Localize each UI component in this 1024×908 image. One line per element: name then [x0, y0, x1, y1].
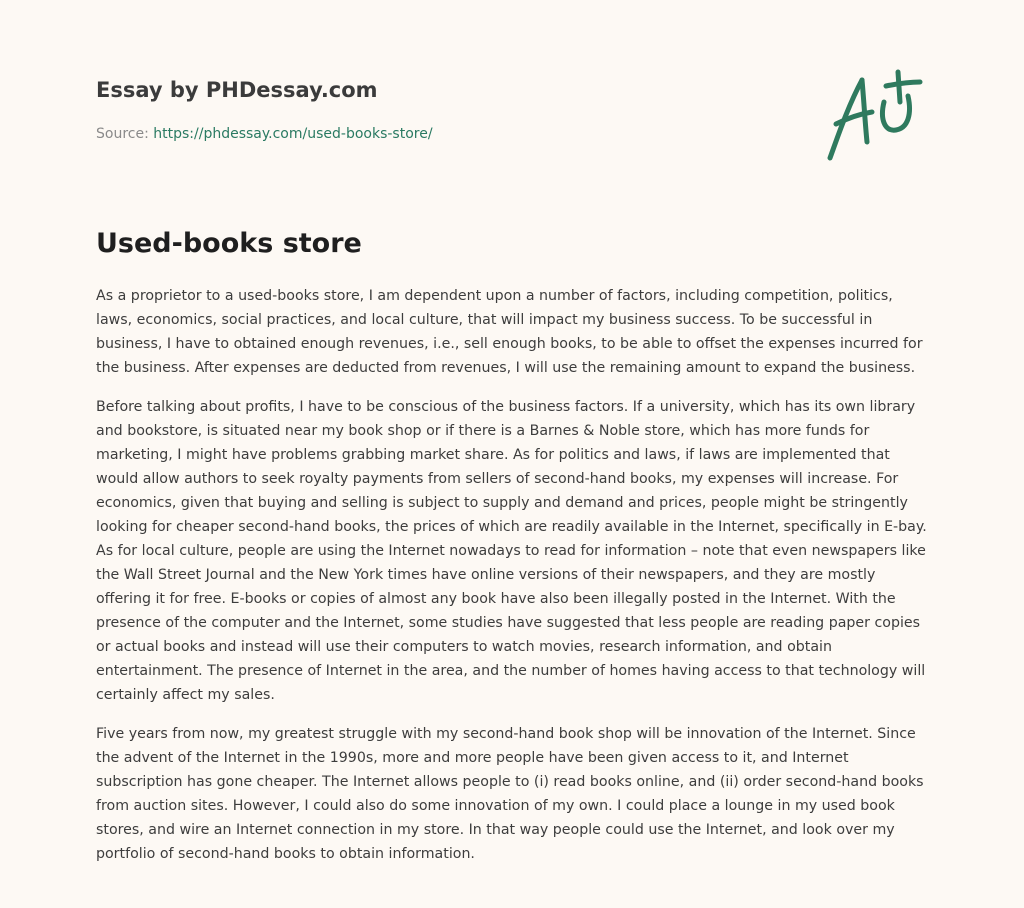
- a-plus-grade-icon: [820, 66, 930, 166]
- paragraph: Before talking about profits, I have to be conscious of the business factors. If a university, which has its own library and bookstore, is situated near my book shop or if there is a Barnes & Noble store, which has more funds for marketing, I might have problems grabbing market share. As for politics and laws, if laws are implemented that would allow authors to seek royalty payments from sellers of second-hand books, my expenses will increase. For economics, given that buying and selling is subject to supply and demand and prices, people might be stringently looking for cheaper second-hand books, the prices of which are readily available in the Internet, specifically in E-bay. As for local culture, people are using the Internet nowadays to read for information – note that even newspapers like the Wall Street Journal and the New York times have online versions of their newspapers, and they are mostly offering it for free. E-books or copies of almost any book have also been illegally posted in the Internet. With the presence of the computer and the Internet, some studies have suggested that less people are reading paper copies or actual books and instead will use their computers to watch movies, research information, and obtain entertainment. The presence of Internet in the area, and the number of homes having access to that technology will certainly affect my sales.: [96, 399, 927, 703]
- article-body: [96, 284, 930, 881]
- source-label: Source:: [96, 126, 154, 142]
- article-title: Used-books store: [96, 228, 362, 259]
- source-line: [96, 124, 796, 144]
- source-link[interactable]: https://phdessay.com/used-books-store/: [153, 126, 433, 142]
- paragraph: Five years from now, my greatest struggle with my second-hand book shop will be innovation of the Internet. Since the advent of the Internet in the 1990s, more and more people have been given access to it, and Internet subscription has gone cheaper. The Internet allows people to (i) read books online, and (ii) order second-hand books from auction sites. However, I could also do some innovation of my own. I could place a lounge in my used book stores, and wire an Internet connection in my store. In that way people could use the Internet, and look over my portfolio of second-hand books to obtain information.: [96, 726, 924, 862]
- page-header: [96, 72, 796, 144]
- paragraph: As a proprietor to a used-books store, I am dependent upon a number of factors, including competition, politics, laws, economics, social practices, and local culture, that will impact my business success. To be successful in business, I have to obtained enough revenues, i.e., sell enough books, to be able to offset the expenses incurred for the business. After expenses are deducted from revenues, I will use the remaining amount to expand the business.: [96, 288, 923, 376]
- site-brand: Essay by PHDessay.com: [96, 78, 378, 102]
